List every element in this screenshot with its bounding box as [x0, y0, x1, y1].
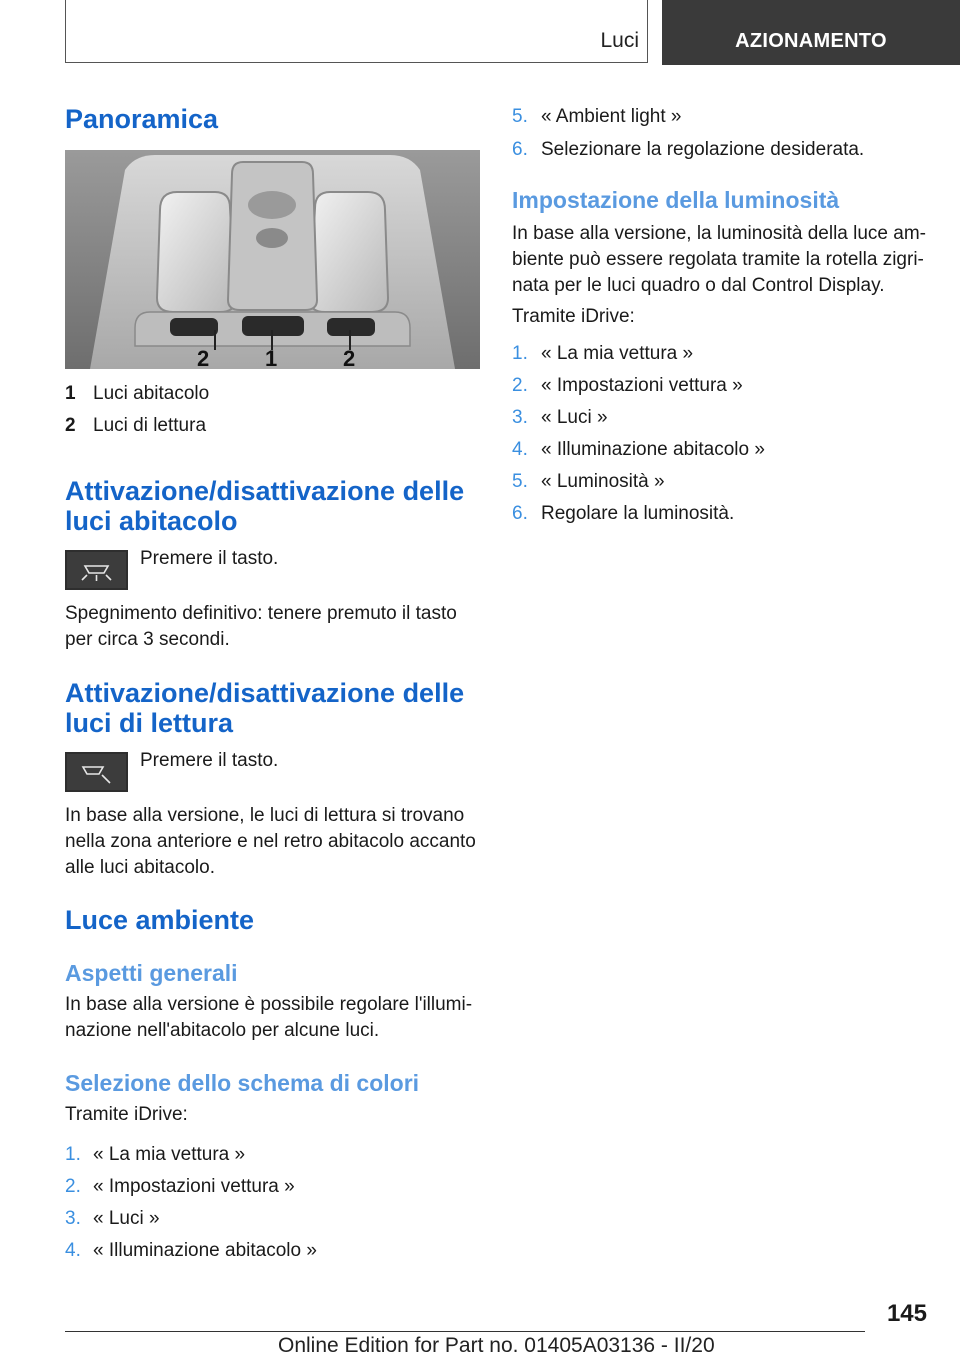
- reading-lights-text-2: nella zona anteriore e nel retro abitacolo accanto: [65, 831, 476, 852]
- reading-lights-title-1: Attivazione/disattivazione delle: [65, 678, 465, 708]
- step-number: 5.: [512, 471, 528, 492]
- ambient-title: Luce ambiente: [65, 905, 255, 935]
- legend-num: 1: [65, 383, 76, 404]
- cabin-lights-text-2: per circa 3 secondi.: [65, 629, 230, 650]
- step-text: « Impostazioni vettura »: [541, 375, 743, 396]
- step-text: « La mia vettura »: [93, 1144, 246, 1165]
- legend-num: 2: [65, 415, 76, 436]
- ambient-general-title: Aspetti generali: [65, 960, 238, 986]
- page-number: 145: [886, 1300, 927, 1327]
- step-number: 3.: [512, 407, 528, 428]
- cabin-light-button-icon: [65, 550, 128, 590]
- legend-label: Luci di lettura: [93, 415, 207, 436]
- brightness-intro: Tramite iDrive:: [512, 306, 635, 327]
- brightness-title: Impostazione della luminosità: [512, 187, 840, 213]
- edition-text: Online Edition for Part no. 01405A03136 - II/20: [278, 1334, 715, 1357]
- brightness-text-1: In base alla versione, la luminosità della luce am-: [512, 223, 926, 244]
- reading-lights-title-2: luci di lettura: [65, 708, 234, 738]
- step-number: 3.: [65, 1208, 81, 1229]
- header-section-title: Luci: [600, 29, 639, 52]
- step-number: 1.: [65, 1144, 81, 1165]
- step-text: « Luci »: [93, 1208, 160, 1229]
- step-text: « La mia vettura »: [541, 343, 694, 364]
- step-text: « Illuminazione abitacolo »: [93, 1240, 317, 1261]
- reading-lights-text-1: In base alla versione, le luci di lettura si trovano: [65, 805, 465, 826]
- step-text: Selezionare la regolazione desiderata.: [541, 139, 865, 160]
- ambient-color-title: Selezione dello schema di colori: [65, 1070, 420, 1096]
- brightness-text-2: biente può essere regolata tramite la rotella zigri-: [512, 249, 924, 270]
- cabin-lights-title-2: luci abitacolo: [65, 506, 238, 536]
- step-text: Regolare la luminosità.: [541, 503, 735, 524]
- overview-title: Panoramica: [65, 104, 219, 134]
- ambient-color-intro: Tramite iDrive:: [65, 1104, 188, 1125]
- cabin-lights-text-1: Spegnimento definitivo: tenere premuto il tasto: [65, 603, 457, 624]
- reading-light-button-icon: [65, 752, 128, 792]
- step-text: « Luminosità »: [541, 471, 665, 492]
- header-section-box: [65, 0, 648, 63]
- step-number: 6.: [512, 139, 528, 160]
- step-number: 2.: [65, 1176, 81, 1197]
- brightness-text-3: nata per le luci quadro o dal Control Display.: [512, 275, 885, 296]
- cabin-lights-caption: Premere il tasto.: [140, 548, 279, 569]
- step-text: « Luci »: [541, 407, 608, 428]
- step-text: « Ambient light »: [541, 106, 682, 127]
- step-text: « Impostazioni vettura »: [93, 1176, 295, 1197]
- ambient-general-text-1: In base alla versione è possibile regolare l'illumi-: [65, 994, 473, 1015]
- step-number: 4.: [65, 1240, 81, 1261]
- reading-lights-caption: Premere il tasto.: [140, 750, 279, 771]
- ambient-general-text-2: nazione nell'abitacolo per alcune luci.: [65, 1020, 380, 1041]
- header-chapter-title: AZIONAMENTO: [735, 30, 887, 52]
- cabin-lights-title-1: Attivazione/disattivazione delle: [65, 476, 465, 506]
- step-number: 1.: [512, 343, 528, 364]
- step-text: « Illuminazione abitacolo »: [541, 439, 765, 460]
- overhead-console-photo: [65, 150, 480, 369]
- footer-divider: [65, 1331, 865, 1332]
- step-number: 2.: [512, 375, 528, 396]
- photo-callout-2-left: 2: [197, 346, 210, 369]
- photo-callout-2-right: 2: [343, 346, 356, 369]
- step-number: 6.: [512, 503, 528, 524]
- step-number: 4.: [512, 439, 528, 460]
- legend-label: Luci abitacolo: [93, 383, 210, 404]
- photo-callout-1: 1: [265, 346, 278, 369]
- step-number: 5.: [512, 106, 528, 127]
- reading-lights-text-3: alle luci abitacolo.: [65, 857, 215, 878]
- header-chapter-tab: [662, 0, 960, 65]
